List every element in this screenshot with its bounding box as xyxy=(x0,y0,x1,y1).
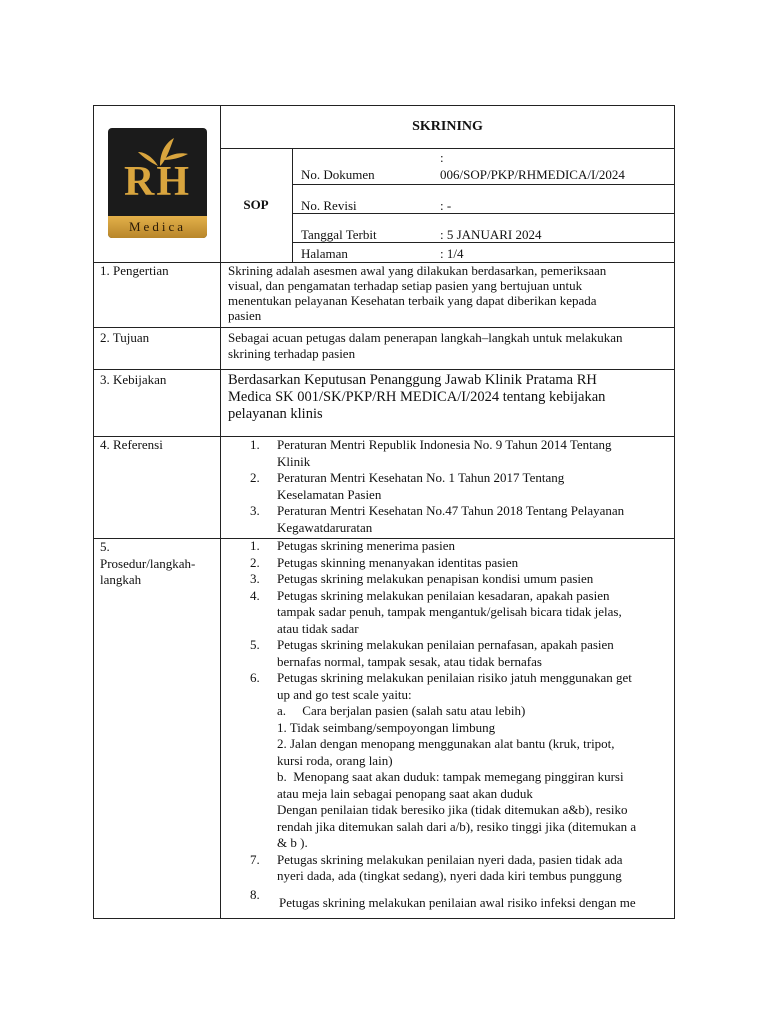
logo-subtitle: Medica xyxy=(129,219,186,234)
no-revisi-value: : - xyxy=(440,198,452,213)
fall-risk-line: atau meja lain sebagai penopang saat akan duduk xyxy=(277,785,533,801)
prosedur-label-line: 5. xyxy=(100,539,110,554)
list-line: Petugas skrining melakukan penilaian nyeri dada, pasien tidak ada xyxy=(277,851,623,867)
list-item xyxy=(250,437,624,470)
list-number: 2. xyxy=(250,554,260,570)
pengertian-line: pasien xyxy=(228,308,262,323)
prosedur-list xyxy=(250,538,670,703)
fall-risk-line: kursi roda, orang lain) xyxy=(277,752,393,768)
list-line: Petugas skrining melakukan penapisan kondisi umum pasien xyxy=(277,571,594,586)
list-item xyxy=(250,670,670,703)
fall-risk-details xyxy=(250,703,670,852)
list-number: 1. xyxy=(250,538,260,553)
no-dokumen-label: No. Dokumen xyxy=(301,167,375,182)
list-item xyxy=(250,852,670,885)
list-number: 1. xyxy=(250,437,260,452)
list-number: 5. xyxy=(250,637,260,652)
pengertian-line: menentukan pelayanan Kesehatan terbaik yang dapat diberikan kepada xyxy=(228,293,597,308)
prosedur-label xyxy=(100,539,195,589)
no-revisi-label: No. Revisi xyxy=(301,198,357,213)
list-line: nyeri dada, ada (tingkat sedang), nyeri dada kiri tembus punggung xyxy=(277,868,622,883)
divider-tujuan xyxy=(94,369,675,370)
list-item xyxy=(250,885,670,921)
list-line: Peraturan Mentri Republik Indonesia No. 9 Tahun 2014 Tentang xyxy=(277,437,612,452)
prosedur-label-line: langkah xyxy=(100,572,142,587)
fall-risk-line: & b ). xyxy=(277,835,308,850)
tujuan-label: 2. Tujuan xyxy=(100,330,150,345)
prosedur-list-continued xyxy=(250,852,670,885)
pengertian-text xyxy=(228,263,606,323)
list-item xyxy=(250,538,670,555)
kebijakan-line: Medica SK 001/SK/PKP/RH MEDICA/I/2024 tentang kebijakan xyxy=(228,389,606,405)
tujuan-text xyxy=(228,330,623,361)
list-line: Keselamatan Pasien xyxy=(277,486,382,502)
list-line: Petugas skrining melakukan penilaian pernafasan, apakah pasien xyxy=(277,637,614,652)
list-item xyxy=(250,637,670,670)
document-title: SKRINING xyxy=(412,119,483,134)
rh-medica-logo xyxy=(108,128,207,238)
logo-band xyxy=(108,216,207,238)
kebijakan-line: pelayanan klinis xyxy=(228,406,323,422)
kebijakan-label: 3. Kebijakan xyxy=(100,372,167,387)
list-number: 4. xyxy=(250,587,260,603)
tanggal-terbit-value: : 5 JANUARI 2024 xyxy=(440,227,542,242)
list-line: Petugas skrining melakukan penilaian awal risiko infeksi dengan me xyxy=(279,894,636,910)
list-line: Petugas skrining melakukan penilaian risiko jatuh menggunakan get xyxy=(277,670,632,685)
list-item xyxy=(250,588,670,638)
list-item xyxy=(250,555,670,572)
referensi-label: 4. Referensi xyxy=(100,437,163,452)
fall-risk-line: 2. Jalan dengan menopang menggunakan alat bantu (kruk, tripot, xyxy=(277,736,615,751)
list-line: bernafas normal, tampak sesak, atau tidak bernafas xyxy=(277,653,542,669)
prosedur-content xyxy=(250,538,670,921)
list-line: Petugas skrining menerima pasien xyxy=(277,538,455,553)
list-number: 3. xyxy=(250,503,260,518)
list-line: up and go test scale yaitu: xyxy=(277,686,412,702)
sop-label: SOP xyxy=(243,197,269,212)
kebijakan-line: Berdasarkan Keputusan Penanggung Jawab Klinik Pratama RH xyxy=(228,372,597,388)
list-line: Petugas skrining melakukan penilaian kesadaran, apakah pasien xyxy=(277,587,610,603)
fall-risk-line: 1. Tidak seimbang/sempoyongan limbung xyxy=(277,719,496,735)
list-line: Klinik xyxy=(277,453,311,469)
tujuan-line: Sebagai acuan petugas dalam penerapan langkah–langkah untuk melakukan xyxy=(228,330,623,345)
referensi-list xyxy=(250,437,624,536)
fall-risk-line: a. Cara berjalan pasien (salah satu atau lebih) xyxy=(277,703,526,718)
pengertian-line: visual, dan pengamatan terhadap setiap pasien yang bertujuan untuk xyxy=(228,278,583,293)
pengertian-line: Skrining adalah asesmen awal yang dilakukan berdasarkan, pemeriksaan xyxy=(228,263,607,278)
no-dokumen-value: 006/SOP/PKP/RHMEDICA/I/2024 xyxy=(440,167,625,182)
halaman-label: Halaman xyxy=(301,246,348,261)
divider-meta-1 xyxy=(292,184,675,185)
no-dokumen-colon: : xyxy=(440,150,444,165)
fall-risk-line: Dengan penilaian tidak beresiko jika (tidak ditemukan a&b), resiko xyxy=(277,802,628,817)
list-line: Petugas skinning menanyakan identitas pasien xyxy=(277,554,519,570)
list-number: 8. xyxy=(250,886,260,902)
halaman-value: : 1/4 xyxy=(440,246,464,261)
tujuan-line: skrining terhadap pasien xyxy=(228,345,356,361)
tanggal-terbit-label: Tanggal Terbit xyxy=(301,227,377,242)
list-item xyxy=(250,503,624,536)
list-line: Kegawatdaruratan xyxy=(277,519,373,535)
kebijakan-text xyxy=(228,372,605,423)
list-item xyxy=(250,571,670,588)
list-item xyxy=(250,470,624,503)
sop-table xyxy=(93,105,675,919)
list-line: Peraturan Mentri Kesehatan No. 1 Tahun 2017 Tentang xyxy=(277,470,565,485)
divider-sop-col xyxy=(292,148,293,262)
divider-col-left xyxy=(220,106,221,919)
divider-title xyxy=(220,148,675,149)
list-line: Peraturan Mentri Kesehatan No.47 Tahun 2018 Tentang Pelayanan xyxy=(277,503,625,518)
divider-pengertian xyxy=(94,327,675,328)
list-number: 2. xyxy=(250,470,260,485)
logo-brand: RH xyxy=(124,159,191,205)
list-line: atau tidak sadar xyxy=(277,620,359,636)
prosedur-label-line: Prosedur/langkah- xyxy=(100,555,196,571)
fall-risk-line: rendah jika ditemukan salah dari a/b), resiko tinggi jika (ditemukan a xyxy=(277,818,637,834)
list-line: tampak sadar penuh, tampak mengantuk/gelisah bicara tidak jelas, xyxy=(277,604,622,619)
fall-risk-line: b. Menopang saat akan duduk: tampak memegang pinggiran kursi xyxy=(277,769,624,784)
list-number: 7. xyxy=(250,851,260,867)
list-number: 3. xyxy=(250,571,260,586)
list-number: 6. xyxy=(250,670,260,685)
pengertian-label: 1. Pengertian xyxy=(100,263,169,278)
